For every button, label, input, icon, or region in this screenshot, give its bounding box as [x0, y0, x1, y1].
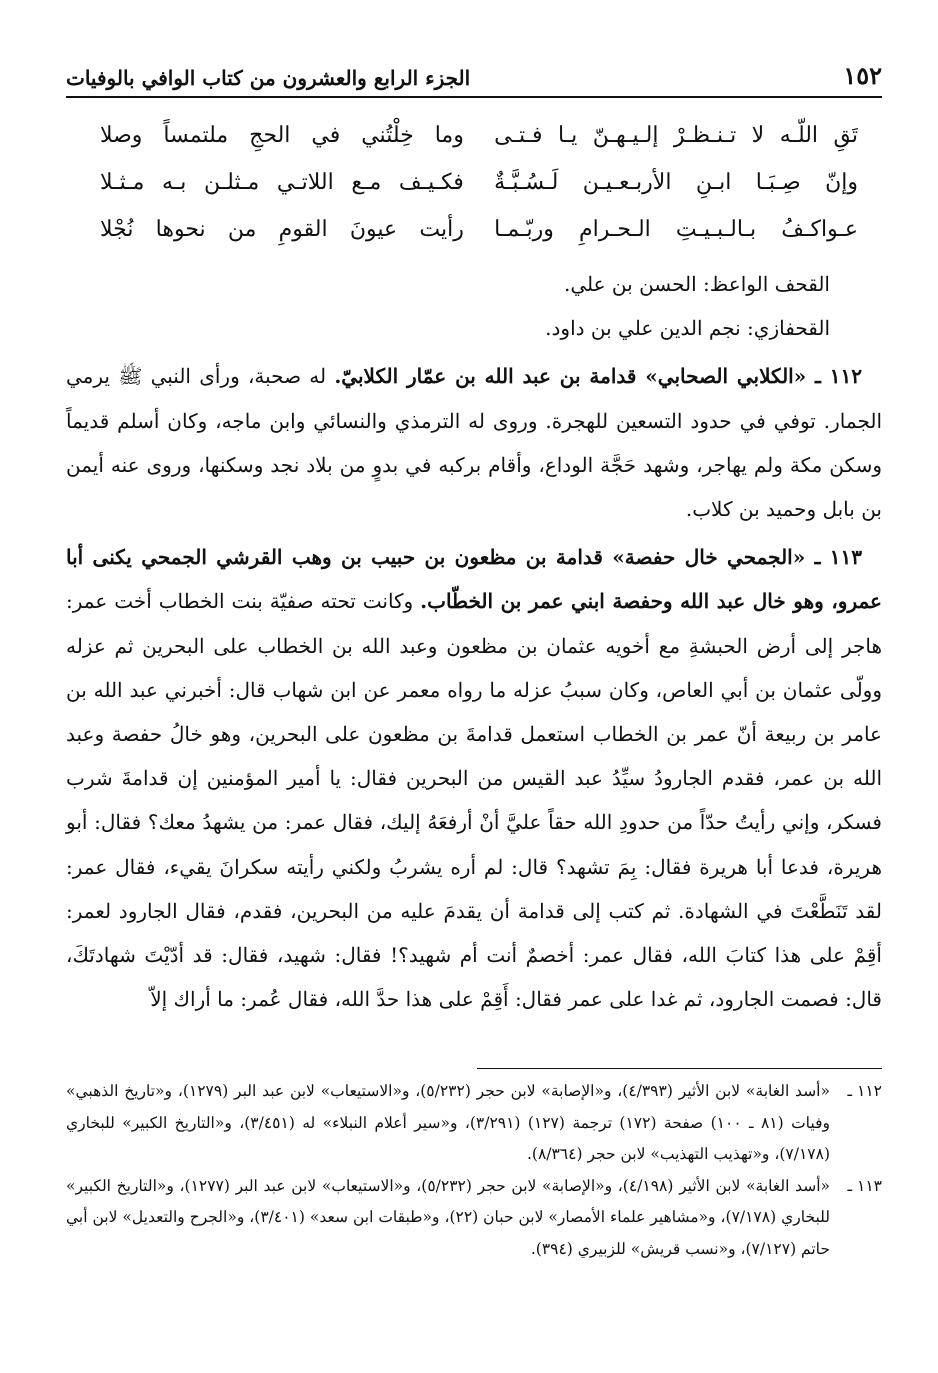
- footnote: [66, 1171, 882, 1266]
- poem-verse: [100, 159, 858, 206]
- footnote-divider: [477, 1068, 882, 1069]
- verse-second-hemistich: رأيت عيونَ القومِ من نحوها نُجْلا: [100, 217, 464, 242]
- footnote-text: «أسد الغابة» لابن الأثير (٤/١٩٨)، و«الإصابة» لابن حجر (٥/٢٣٢)، و«الاستيعاب» لابن عبد البر (١٢٧٧)، و«التاريخ الكبير» للبخاري (٧/١٧٨)، و«مشاهير علماء الأمصار» لابن حبان (٢٢)، و«طبقات ابن سعد» (٣/٤٠١)، و«الجرح والتعديل» لابن أبي حاتم (٧/١٢٧)، و«نسب قريش» للزبيري (٣٩٤).: [66, 1176, 830, 1258]
- poem-block: [100, 112, 858, 253]
- text-line-qahf: القحف الواعظ: الحسن بن علي.: [563, 272, 830, 296]
- poem-verse: [100, 112, 858, 159]
- text-line-qahfazi: القحفازي: نجم الدين علي بن داود.: [545, 316, 830, 341]
- verse-first-hemistich: تَقِ اللّـه لا تـنـظـرْ إلـيـهـنّ يـا فـتـى: [494, 123, 858, 148]
- footnotes: [66, 1076, 882, 1265]
- footnote-number: ١١٣ ـ: [847, 1176, 882, 1195]
- verse-second-hemistich: وما خِلْتُني في الحجِ ملتمساً وصلا: [100, 123, 464, 148]
- poem-verse: [100, 206, 858, 253]
- footnote-text: «أسد الغابة» لابن الأثير (٤/٣٩٣)، و«الإصابة» لابن حجر (٥/٢٣٢)، و«الاستيعاب» لابن عبد البر (١٢٧٩)، و«تاريخ الذهبي» وفيات (٨١ ـ ١٠٠) صفحة (١٧٢) ترجمة (١٢٧) (٣/٢٩١)، و«سير أعلام النبلاء» له (٣/٤٥١)، و«التاريخ الكبير» للبخاري (٧/١٧٨)، و«تهذيب التهذيب» لابن حجر (٨/٣٦٤).: [66, 1082, 830, 1163]
- entry-113: [66, 535, 882, 1021]
- entry-112: [66, 354, 882, 531]
- entry-113-text: وكانت تحته صفيّة بنت الخطاب أخت عمر: هاجر إلى أرض الحبشةِ مع أخويه عثمان بن مظعون وعبد الله بن الخطاب على البحرين ثم عزله وولّى عثمان بن أبي العاص، وكان سببُ عزله ما رواه معمر عن ابن شهاب قال: أخبرني عبد الله بن عامر بن ربيعة أنّ عمر بن الخطاب استعمل قدامةَ بن مظعون على البحرين، وهو خالُ حفصة وعبد الله بن عمر، فقدم الجارودُ سيِّدُ عبد القيس من البحرين فقال: يا أمير المؤمنين إن قدامةَ شرب فسكر، وإني رأيتُ حدّاً من حدودِ الله حقاً عليَّ أنْ أرفعَهُ إليك، فقال عمر: من يشهدُ معك؟ فقال: أبو هريرة، فدعا أبا هريرة فقال: بِمَ تشهد؟ قال: لم أره يشربُ ولكني رأيته سكرانَ يقيء، فقال عمر: لقد تَنَطَّعْتَ في الشهادة. ثم كتب إلى قدامة أن يقدمَ عليه من البحرين، فقدم، فقال الجارود لعمر: أقِمْ على هذا كتابَ الله، فقال عمر: أخصمٌ أنت أم شهيد؟! فقال: شهيد، فقال: قد أدّيْتَ شهادتَكَ، قال: فصمت الجارود، ثم غدا على عمر فقال: أَقِمْ على هذا حدَّ الله، فقال عُمر: ما أراك إلاّ: [66, 589, 882, 1012]
- book-title: الجزء الرابع والعشرون من كتاب الوافي بالوفيات: [66, 66, 471, 90]
- page-number: ١٥٢: [843, 61, 882, 90]
- verse-first-hemistich: وإنّ صِـبَـا ابـنِ الأربـعـيـن لَـسُـبَّـةٌ: [494, 170, 858, 195]
- footnote: [66, 1076, 882, 1171]
- entry-113-heading: ١١٣ ـ «الجمحي خال حفصة» قدامة بن مظعون بن حبيب بن وهب القرشي الجمحي يكنى أبا عمرو، وهو خال عبد الله وحفصة ابني عمر بن الخطّاب.: [66, 545, 882, 614]
- entry-112-text: له صحبة، ورأى النبي ﷺ يرمي الجمار. توفي في حدود التسعين للهجرة. وروى له الترمذي والنسائي وابن ماجه، وكان أسلم قديماً وسكن مكة ولم يهاجر، وشهد حَجَّة الوداع، وأقام بركبه في بدوٍ من بلاد نجد وسكنها، وروى عنه أيمن بن بابل وحميد بن كلاب.: [66, 364, 882, 522]
- entry-112-heading: ١١٢ ـ «الكلابي الصحابي» قدامة بن عبد الله بن عمّار الكلابيّ.: [334, 364, 862, 389]
- verse-first-hemistich: عـواكـفُ بـالـبـيـتِ الـحـرامِ وربّـمـا: [494, 217, 858, 242]
- running-header: [66, 52, 882, 98]
- verse-second-hemistich: فكـيـف مـع اللاتـي مـثلـن بـه مـثـلا: [100, 170, 464, 195]
- main-text: [66, 262, 882, 1021]
- footnote-number: ١١٢ ـ: [847, 1082, 882, 1100]
